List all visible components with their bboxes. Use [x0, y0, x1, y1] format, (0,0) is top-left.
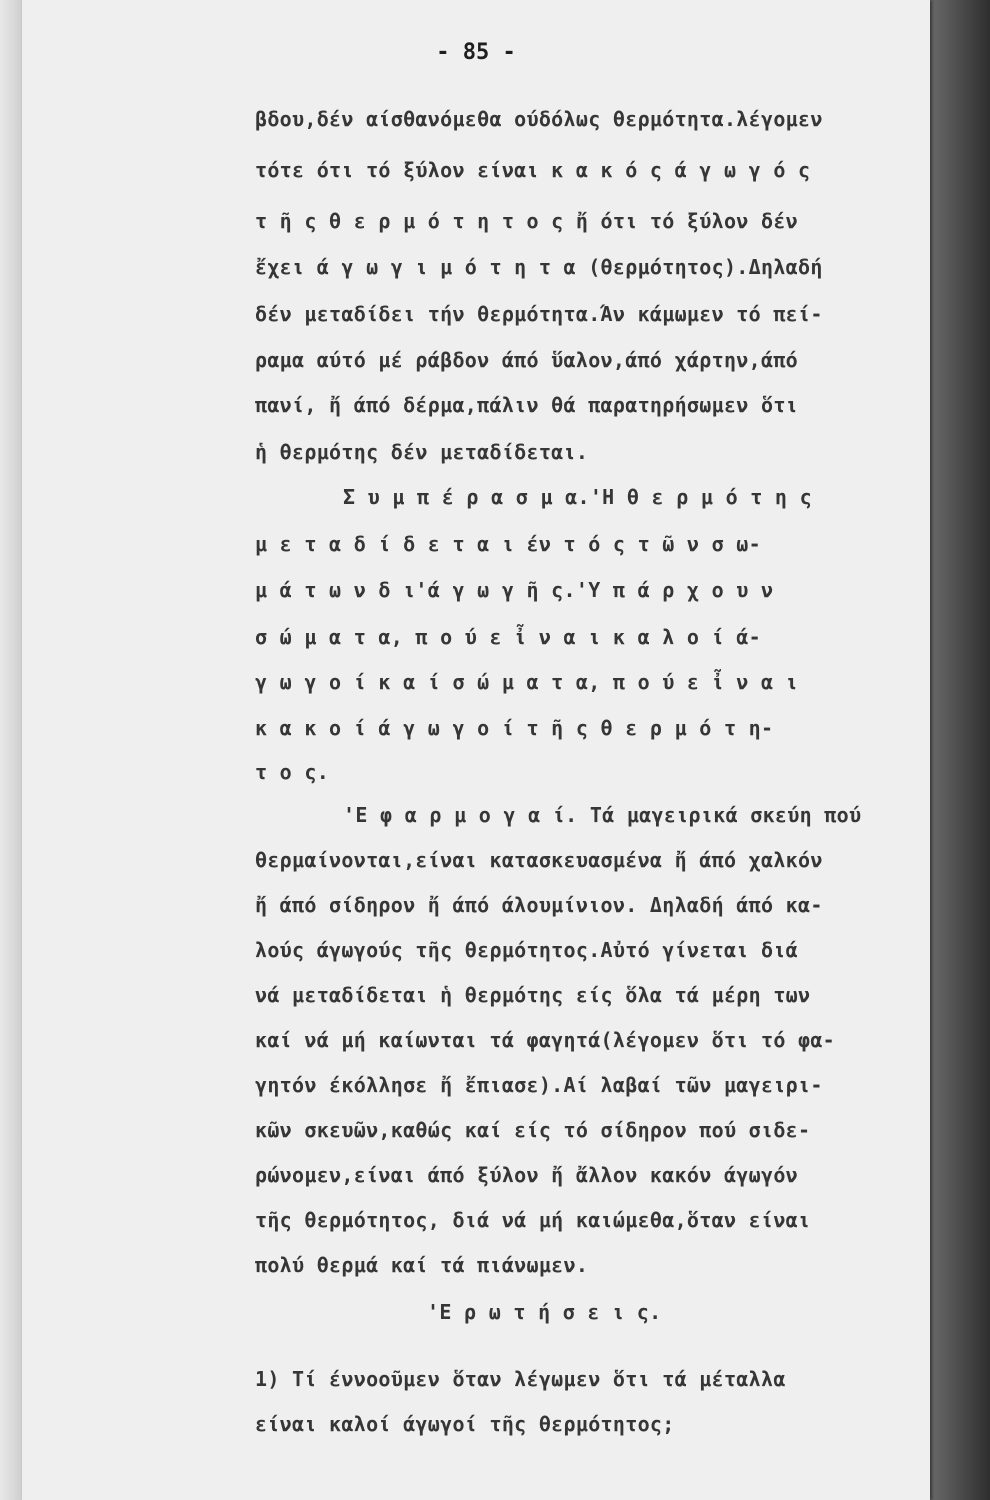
text-line: ἔχει ά γ ω γ ι μ ό τ η τ α (θερμότητος).Δηλαδή — [255, 255, 823, 279]
applications-line: 'Ε φ α ρ μ ο γ α ί. Τά μαγειρικά σκεύη πού — [343, 803, 862, 827]
text-line: θερμαίνονται,είναι κατασκευασμένα ἤ άπό χαλκόν — [255, 848, 823, 872]
text-line: καί νά μή καίωνται τά φαγητά(λέγομεν ὅτι τό φα- — [255, 1028, 836, 1052]
text-line: ἡ θερμότης δέν μεταδίδεται. — [255, 440, 589, 464]
question-1: 1) Τί έννοοῦμεν ὅταν λέγωμεν ὅτι τά μέταλλα — [255, 1367, 786, 1391]
question-1-continued: είναι καλοί άγωγοί τῆς θερμότητος; — [255, 1412, 675, 1436]
text-line: δέν μεταδίδει τήν θερμότητα.Άν κάμωμεν τό πεί- — [255, 302, 823, 326]
conclusion-line: Σ υ μ π έ ρ α σ μ α.'Η θ ε ρ μ ό τ η ς — [343, 485, 812, 509]
text-line: νά μεταδίδεται ἡ θερμότης είς ὅλα τά μέρη των — [255, 983, 811, 1007]
questions-heading: 'Ε ρ ω τ ή σ ε ι ς. — [427, 1300, 662, 1324]
text-line: λούς άγωγούς τῆς θερμότητος.Αὐτό γίνεται διά — [255, 938, 799, 962]
conclusion-line: σ ώ μ α τ α, π ο ύ ε ἶ ν α ι κ α λ ο ί ά- — [255, 625, 761, 649]
scan-left-edge — [0, 0, 22, 1500]
text-line: ἤ άπό σίδηρον ἤ άπό άλουμίνιον. Δηλαδή άπό κα- — [255, 893, 823, 917]
conclusion-line: κ α κ ο ί ά γ ω γ ο ί τ ῆ ς θ ε ρ μ ό τ η- — [255, 716, 774, 740]
conclusion-line: μ ά τ ω ν δ ι'ά γ ω γ ῆ ς.'Υ π ά ρ χ ο υ ν — [255, 578, 774, 602]
text-line: πολύ θερμά καί τά πιάνωμεν. — [255, 1253, 589, 1277]
text-line: τῆς θερμότητος, διά νά μή καιώμεθα,ὅταν είναι — [255, 1208, 811, 1232]
text-line: κῶν σκευῶν,καθώς καί είς τό σίδηρον πού σιδε- — [255, 1118, 811, 1142]
text-line: ραμα αύτό μέ ράβδον άπό ὕαλον,άπό χάρτην,άπό — [255, 348, 799, 372]
text-line: βδου,δέν αίσθανόμεθα ούδόλως θερμότητα.λέγομεν — [255, 107, 823, 131]
text-line: τ ῆ ς θ ε ρ μ ό τ η τ ο ς ἤ ότι τό ξύλον δέν — [255, 209, 799, 233]
conclusion-line: τ ο ς. — [255, 760, 330, 784]
text-line: γητόν έκόλλησε ἤ ἔπιασε).Αί λαβαί τῶν μαγειρι- — [255, 1073, 823, 1097]
page-number: - 85 - — [436, 40, 516, 65]
conclusion-line: γ ω γ ο ί κ α ί σ ώ μ α τ α, π ο ύ ε ἶ ν α ι — [255, 670, 799, 694]
text-line: τότε ότι τό ξύλον είναι κ α κ ό ς ά γ ω γ ό ς — [255, 158, 811, 182]
conclusion-line: μ ε τ α δ ί δ ε τ α ι έν τ ό ς τ ῶ ν σ ω- — [255, 532, 761, 556]
text-line: ρώνομεν,είναι άπό ξύλον ἤ ἄλλον κακόν άγωγόν — [255, 1163, 799, 1187]
text-line: πανί, ἤ άπό δέρμα,πάλιν θά παρατηρήσωμεν ὅτι — [255, 393, 799, 417]
scan-right-shadow — [930, 0, 990, 1500]
